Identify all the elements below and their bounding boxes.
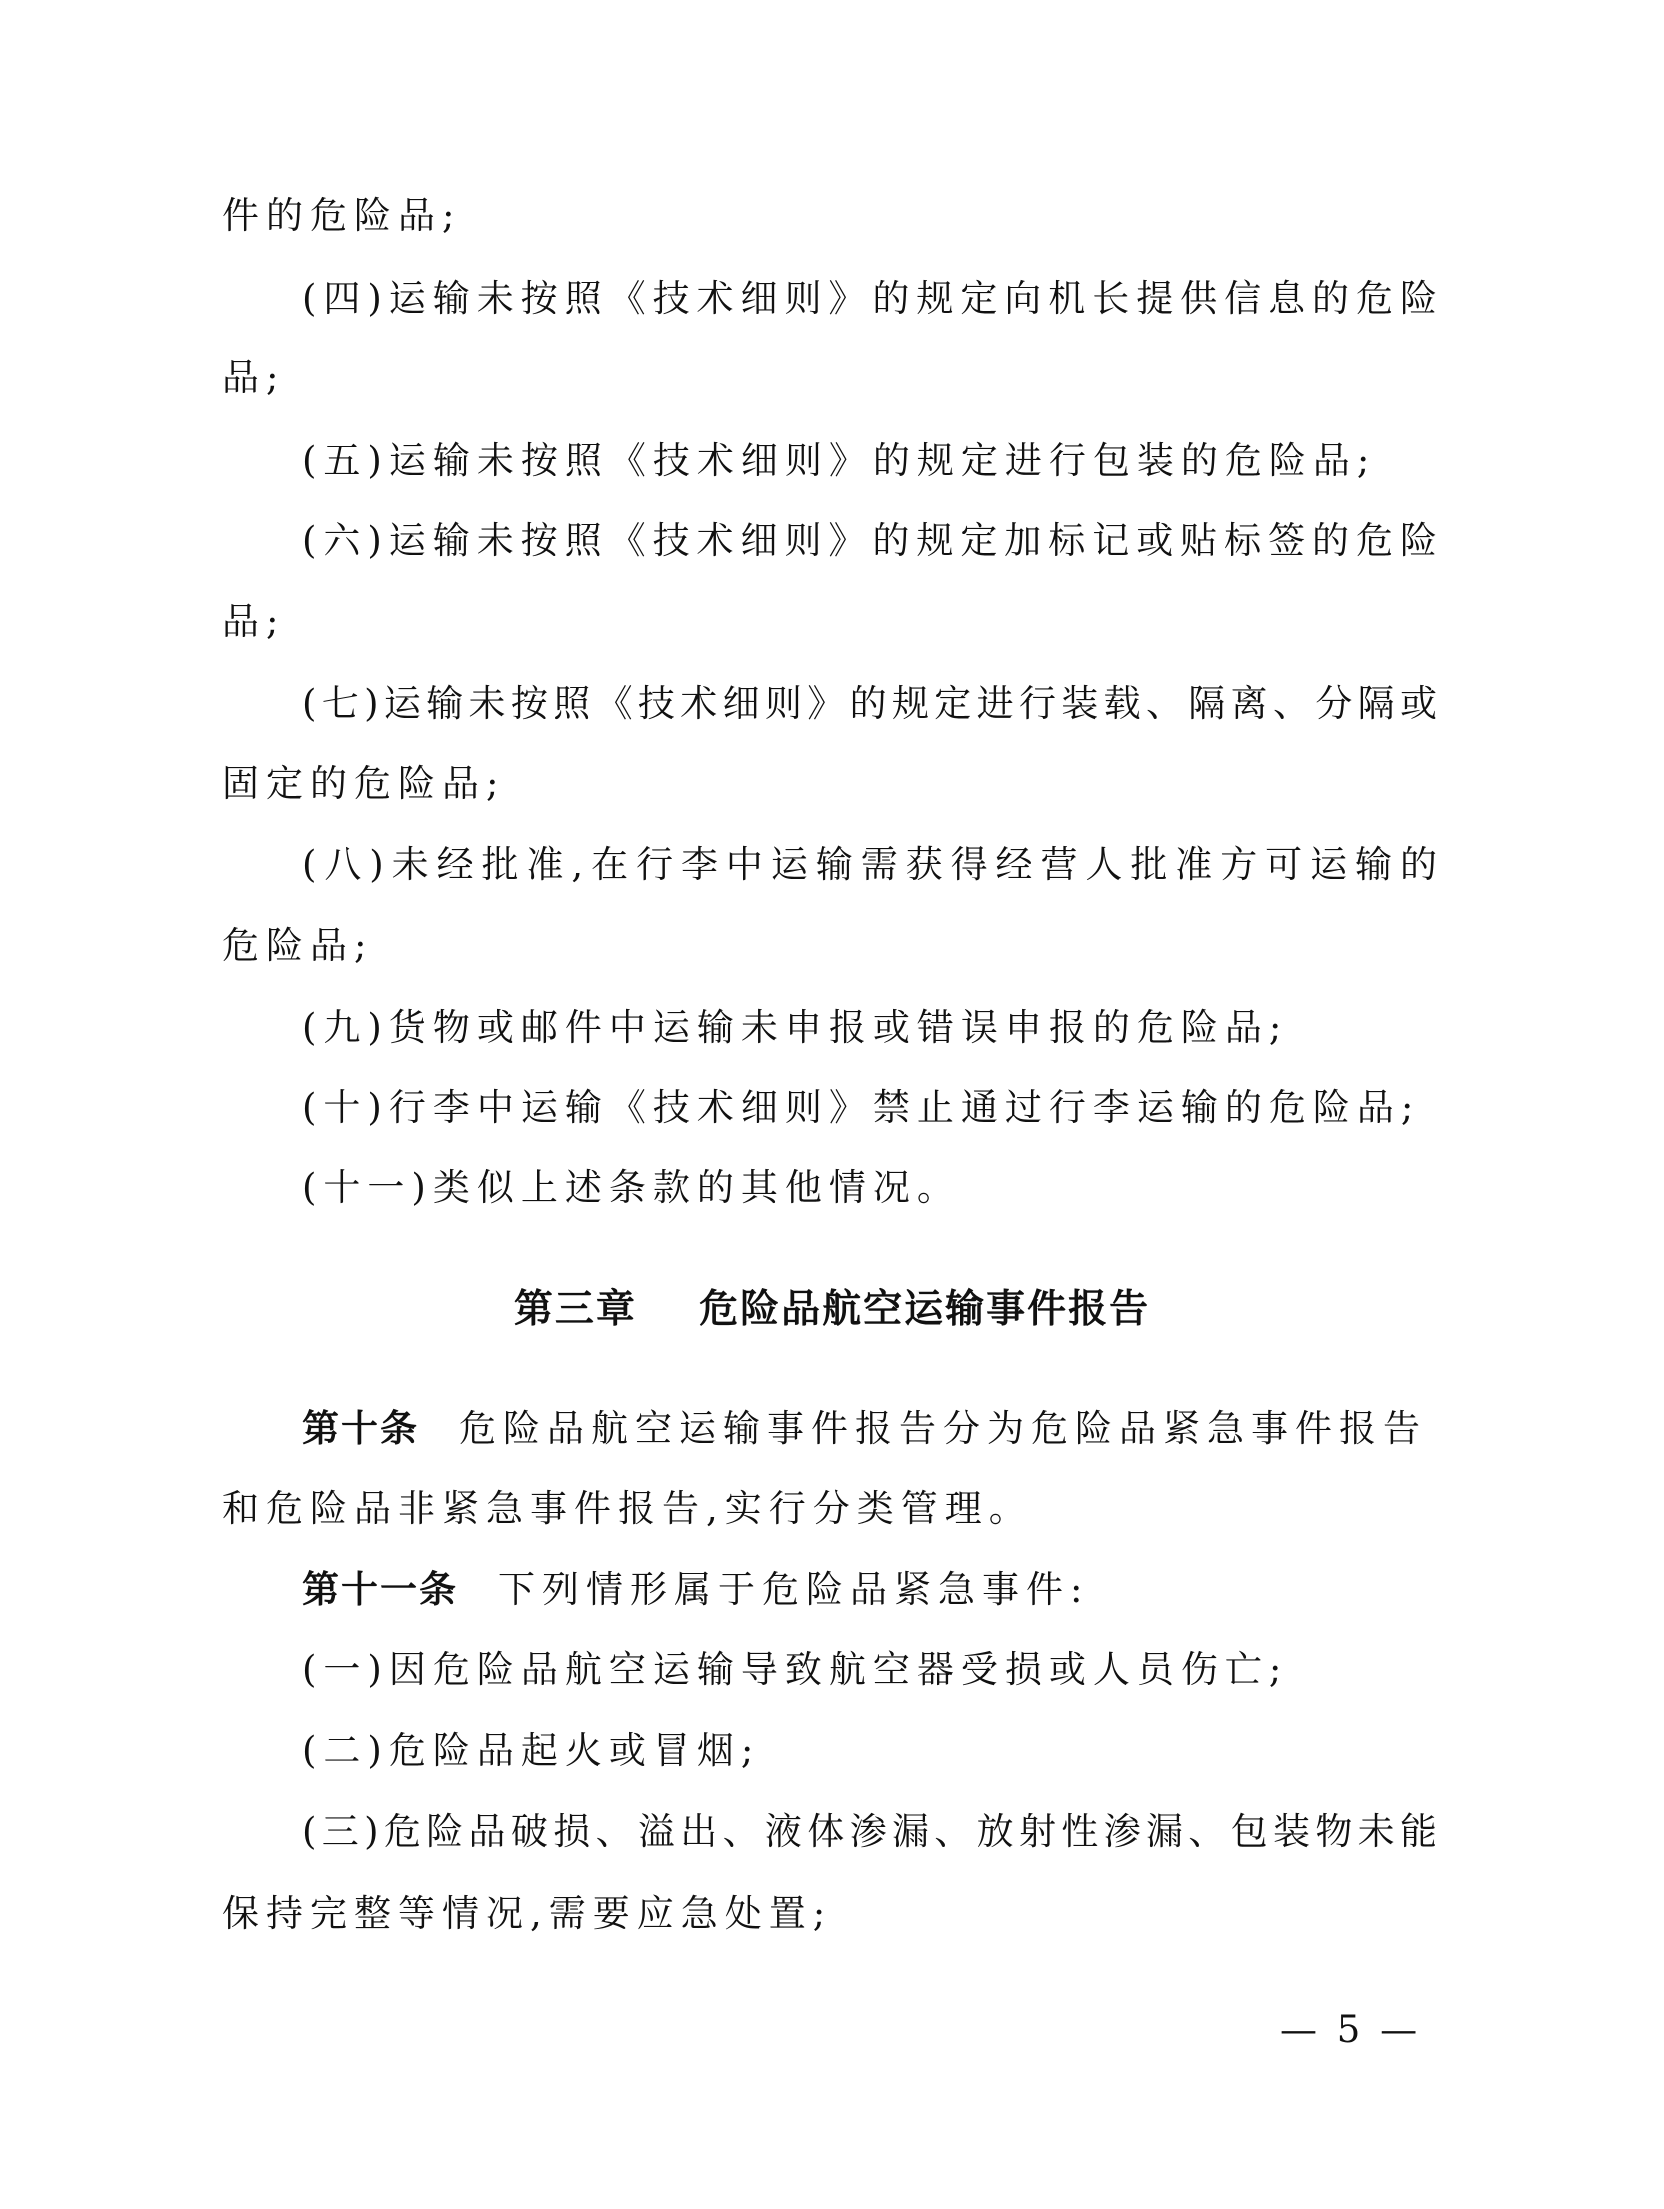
paragraph-line: 件的危险品; [222, 194, 462, 237]
article-label: 第十一条 [302, 1568, 458, 1611]
list-item: (三)危险品破损、溢出、液体渗漏、放射性渗漏、包装物未能 [302, 1810, 1437, 1853]
paragraph-line: 危险品; [222, 924, 374, 967]
article-label: 第十条 [302, 1407, 419, 1450]
list-item: 保持完整等情况,需要应急处置; [222, 1892, 833, 1935]
article-10-line-2: 和危险品非紧急事件报告,实行分类管理。 [222, 1487, 1033, 1530]
paragraph-line: (九)货物或邮件中运输未申报或错误申报的危险品; [302, 1006, 1289, 1049]
paragraph-line: (十一)类似上述条款的其他情况。 [302, 1166, 961, 1209]
paragraph-line: (十)行李中运输《技术细则》禁止通过行李运输的危险品; [302, 1086, 1421, 1129]
paragraph-line: (七)运输未按照《技术细则》的规定进行装载、隔离、分隔或 [302, 682, 1437, 725]
paragraph-line: 固定的危险品; [222, 762, 506, 805]
article-text: 下列情形属于危险品紧急事件: [498, 1568, 1090, 1611]
list-item: (一)因危险品航空运输导致航空器受损或人员伤亡; [302, 1648, 1289, 1691]
article-11-line-1 [302, 1566, 1437, 1614]
chapter-heading: 第三章 危险品航空运输事件报告 [513, 1287, 1151, 1332]
page-number: — 5 — [1280, 2008, 1422, 2051]
paragraph-line: (六)运输未按照《技术细则》的规定加标记或贴标签的危险 [302, 519, 1437, 562]
article-text: 危险品航空运输事件报告分为危险品紧急事件报告 [459, 1407, 1427, 1450]
list-item: (二)危险品起火或冒烟; [302, 1729, 761, 1772]
article-10-line-1 [302, 1405, 1437, 1453]
paragraph-line: 品; [222, 600, 286, 643]
paragraph-line: (五)运输未按照《技术细则》的规定进行包装的危险品; [302, 439, 1377, 482]
paragraph-line: (四)运输未按照《技术细则》的规定向机长提供信息的危险 [302, 277, 1437, 320]
paragraph-line: (八)未经批准,在行李中运输需获得经营人批准方可运输的 [302, 843, 1437, 886]
paragraph-line: 品; [222, 356, 286, 399]
